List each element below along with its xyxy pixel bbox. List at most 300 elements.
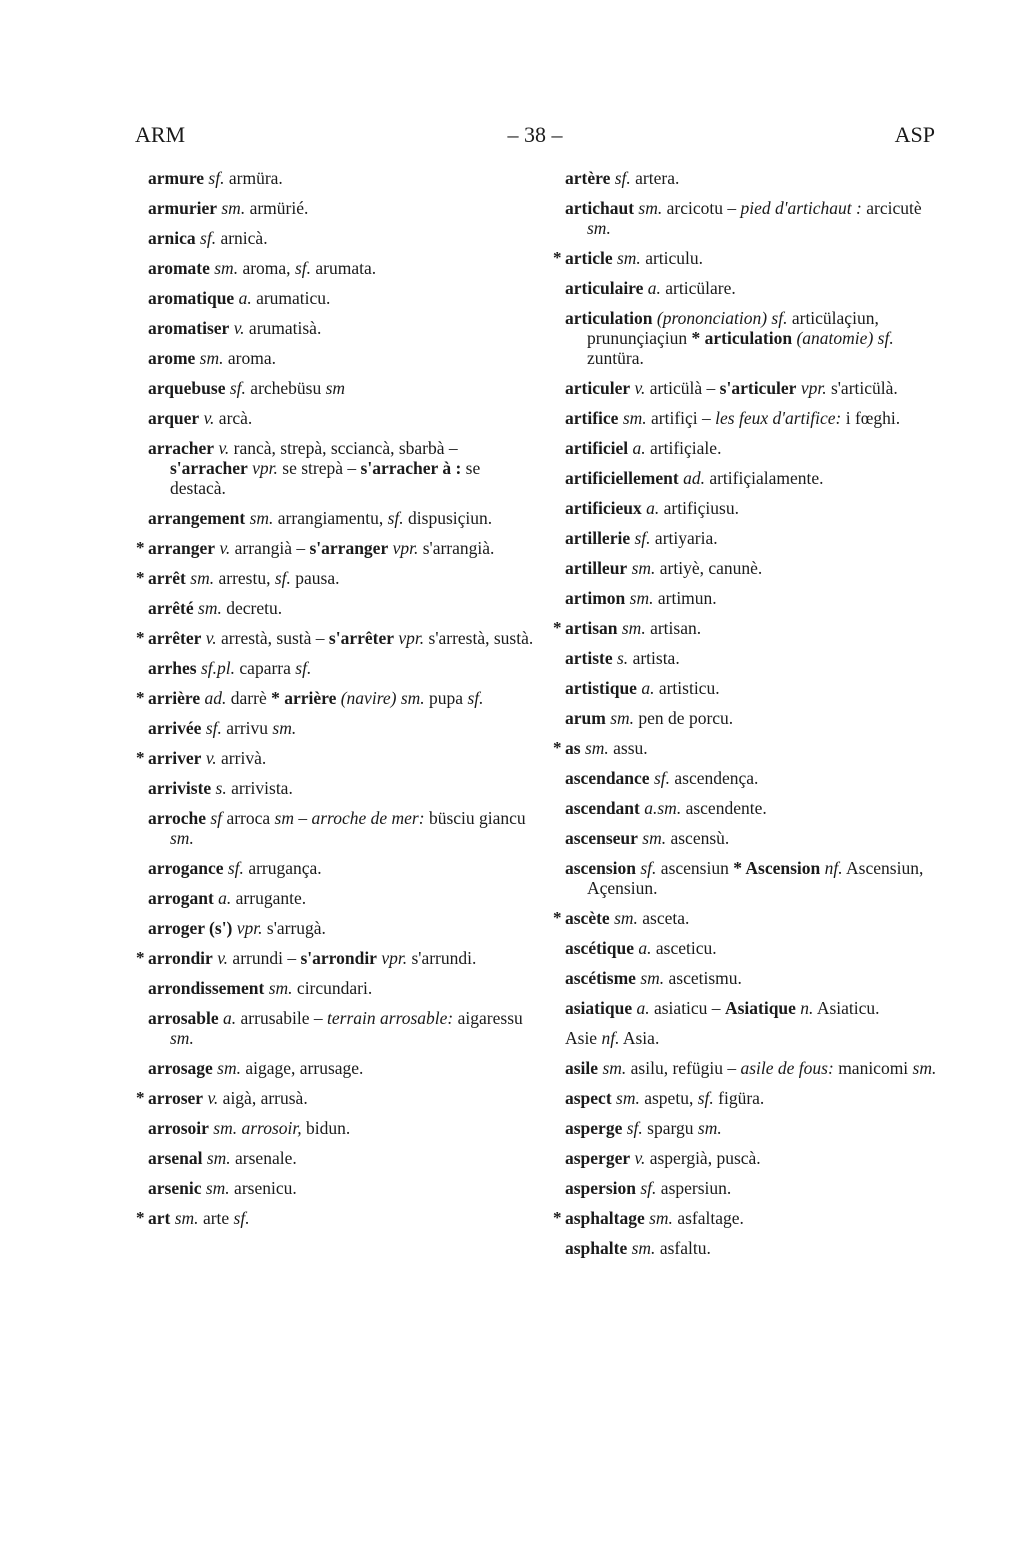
entry-text: ascendente.	[681, 798, 767, 818]
entry-text: asfaltu.	[655, 1238, 711, 1258]
dictionary-entry	[565, 1208, 945, 1228]
entry-text: arrundi –	[228, 948, 301, 968]
entry-text: Ascensiun, Açensiun.	[587, 858, 924, 898]
dictionary-entry	[565, 858, 945, 898]
entry-grammar: sf.	[622, 1118, 643, 1138]
entry-grammar: sf.	[223, 858, 244, 878]
entry-grammar: sf.	[204, 168, 225, 188]
entry-text: bidun.	[301, 1118, 351, 1138]
entry-headword: arrondir	[148, 948, 213, 968]
entry-grammar: sm.	[195, 348, 224, 368]
entry-headword: arrêté	[148, 598, 194, 618]
dictionary-entry	[565, 1148, 945, 1168]
entry-grammar: sf.	[387, 508, 404, 528]
dictionary-entry	[565, 908, 945, 928]
dictionary-entry	[565, 798, 945, 818]
entry-text: Asie	[565, 1028, 598, 1048]
entry-grammar: asile de fous:	[740, 1058, 834, 1078]
right-column	[565, 168, 945, 1268]
entry-grammar: vpr.	[394, 628, 425, 648]
entry-text: assu.	[608, 738, 648, 758]
entry-grammar: nf.	[597, 1028, 620, 1048]
dictionary-entry	[148, 318, 538, 338]
entry-text: arrangià –	[230, 538, 310, 558]
entry-headword: arrogance	[148, 858, 224, 878]
dictionary-entry	[565, 1028, 945, 1048]
dictionary-entry	[565, 938, 945, 958]
entry-text: aroma.	[223, 348, 276, 368]
entry-grammar: s.	[211, 778, 227, 798]
dictionary-entry	[565, 498, 945, 518]
entry-text: s'arrestà, sustà.	[424, 628, 534, 648]
dictionary-entry	[565, 828, 945, 848]
entry-grammar: nf.	[820, 858, 843, 878]
entry-grammar: ad.	[200, 688, 227, 708]
entry-headword: asphalte	[565, 1238, 628, 1258]
entry-headword: asile	[565, 1058, 599, 1078]
dictionary-entry	[565, 558, 945, 578]
entry-grammar: sm.	[170, 1208, 199, 1228]
dictionary-entry	[148, 1058, 538, 1078]
entry-grammar: sf.	[467, 688, 484, 708]
entry-grammar: pied d'artichaut :	[740, 198, 862, 218]
entry-grammar: sm.	[912, 1058, 937, 1078]
entry-grammar: sm	[325, 378, 346, 398]
entry-headword: arrêt	[148, 568, 186, 588]
entry-text: arcà.	[214, 408, 253, 428]
entry-text: aspersiun.	[656, 1178, 732, 1198]
entry-grammar: sf.	[274, 568, 291, 588]
entry-headword: articulation	[565, 308, 653, 328]
entry-grammar: sf.	[635, 1178, 657, 1198]
dictionary-entry	[148, 228, 538, 248]
entry-grammar: sf.pl.	[196, 658, 236, 678]
entry-headword: arquer	[148, 408, 200, 428]
dictionary-entry	[565, 1118, 945, 1138]
entry-grammar: sm.	[637, 828, 667, 848]
entry-grammar: sm.	[611, 1088, 640, 1108]
entry-headword: as	[565, 738, 581, 758]
dictionary-entry	[565, 248, 945, 268]
entry-headword: arrêter	[148, 628, 202, 648]
entry-headword: * articulation	[691, 328, 793, 348]
entry-grammar: sm.	[625, 588, 654, 608]
entry-text: aigà, arrusà.	[218, 1088, 308, 1108]
entry-text: ascendença.	[670, 768, 759, 788]
entry-text: s'arrundi.	[407, 948, 477, 968]
entry-text: arumaticu.	[251, 288, 331, 308]
entry-text: aigaressu	[453, 1008, 523, 1028]
entry-grammar: arroche de mer:	[311, 808, 425, 828]
entry-headword: * arrière	[271, 688, 337, 708]
entry-headword: s'arrondir	[300, 948, 377, 968]
entry-headword: arrangement	[148, 508, 246, 528]
entry-headword: arum	[565, 708, 606, 728]
entry-grammar: vpr.	[796, 378, 827, 398]
dictionary-entry	[565, 1238, 945, 1258]
dictionary-entry	[148, 408, 538, 428]
entry-text: s'articülà.	[826, 378, 898, 398]
dictionary-entry	[148, 858, 538, 878]
dictionary-entry	[565, 278, 945, 298]
entry-headword: arracher	[148, 438, 215, 458]
entry-text: spargu	[642, 1118, 698, 1138]
entry-grammar: sm.	[170, 828, 194, 848]
entry-headword: artillerie	[565, 528, 631, 548]
entry-grammar: v.	[203, 1088, 219, 1108]
dictionary-entry	[148, 1178, 538, 1198]
entry-text: arrestu,	[214, 568, 275, 588]
entry-headword: aspersion	[565, 1178, 636, 1198]
entry-grammar: v.	[215, 538, 231, 558]
entry-headword: * Ascension	[733, 858, 821, 878]
entry-grammar: a.	[213, 888, 232, 908]
entry-headword: arnica	[148, 228, 196, 248]
entry-grammar: a.	[636, 678, 655, 698]
dictionary-entry	[565, 708, 945, 728]
entry-grammar: sm.	[212, 1058, 241, 1078]
entry-grammar: sf.	[610, 168, 631, 188]
header-left-guideword: ARM	[135, 122, 186, 147]
entry-text: artera.	[630, 168, 680, 188]
entry-headword: arrondissement	[148, 978, 265, 998]
dictionary-entry	[565, 1088, 945, 1108]
entry-text: dispusiçiun.	[403, 508, 493, 528]
entry-grammar: sm.	[635, 968, 665, 988]
entry-text: arnicà.	[216, 228, 268, 248]
entry-grammar: v.	[630, 1148, 646, 1168]
entry-grammar: v.	[229, 318, 245, 338]
entry-text: s'arrangià.	[418, 538, 495, 558]
entry-headword: ascendant	[565, 798, 640, 818]
entry-headword: arquebuse	[148, 378, 226, 398]
entry-grammar: a.	[234, 288, 252, 308]
entry-grammar: (anatomie) sf.	[792, 328, 894, 348]
dictionary-entry	[148, 718, 538, 738]
entry-grammar: a.sm.	[639, 798, 682, 818]
entry-grammar: v.	[212, 948, 229, 968]
entry-grammar: s.	[612, 648, 629, 668]
dictionary-entry	[148, 658, 538, 678]
entry-text: asiaticu –	[649, 998, 725, 1018]
dictionary-entry	[565, 968, 945, 988]
entry-grammar: sm.	[634, 198, 663, 218]
entry-headword: ascétisme	[565, 968, 636, 988]
entry-grammar: sf.	[195, 228, 217, 248]
entry-headword: arriviste	[148, 778, 212, 798]
entry-text: aspetu,	[639, 1088, 698, 1108]
entry-text: arrivu	[221, 718, 273, 738]
entry-text: arsenicu.	[229, 1178, 297, 1198]
entry-headword: armure	[148, 168, 205, 188]
entry-text: aspergià, puscà.	[645, 1148, 761, 1168]
dictionary-entry	[148, 1208, 538, 1228]
entry-headword: arome	[148, 348, 196, 368]
entry-headword: arroger (s')	[148, 918, 233, 938]
entry-text: decretu.	[221, 598, 283, 618]
entry-text: articülare.	[660, 278, 736, 298]
entry-grammar: sm.	[612, 248, 641, 268]
header-right-guideword: ASP	[894, 122, 935, 147]
entry-text: arrestà, sustà –	[216, 628, 329, 648]
entry-grammar: n.	[795, 998, 814, 1018]
entry-grammar: (navire) sm.	[336, 688, 425, 708]
entry-headword: arrosoir	[148, 1118, 209, 1138]
entry-grammar: sm.	[644, 1208, 673, 1228]
entry-headword: artificieux	[565, 498, 642, 518]
entry-headword: artiste	[565, 648, 613, 668]
entry-grammar: sm.	[627, 558, 656, 578]
dictionary-entry	[148, 538, 538, 558]
entry-text: Asia.	[619, 1028, 660, 1048]
entry-text: arrivà.	[216, 748, 267, 768]
entry-text: büsciu giancu	[424, 808, 526, 828]
dictionary-entry	[148, 598, 538, 618]
entry-grammar: sm.	[605, 708, 635, 728]
entry-headword: ascétique	[565, 938, 635, 958]
entry-headword: armurier	[148, 198, 217, 218]
entry-text: arrivista.	[226, 778, 293, 798]
dictionary-entry	[565, 618, 945, 638]
entry-headword: artificiellement	[565, 468, 679, 488]
entry-grammar: sm.	[193, 598, 222, 618]
entry-grammar: v.	[201, 628, 217, 648]
entry-headword: art	[148, 1208, 171, 1228]
entry-headword: s'arranger	[309, 538, 389, 558]
entry-grammar: sm.	[617, 618, 646, 638]
entry-grammar: sf.	[295, 658, 312, 678]
entry-text: ascensiun	[656, 858, 734, 878]
entry-text: aroma,	[238, 258, 295, 278]
entry-text: arrugante.	[231, 888, 307, 908]
entry-text: artista.	[628, 648, 680, 668]
dictionary-entry	[148, 808, 538, 848]
entry-headword: arrhes	[148, 658, 197, 678]
entry-headword: ascenseur	[565, 828, 638, 848]
dictionary-entry	[565, 308, 945, 368]
entry-grammar: terrain arrosable:	[327, 1008, 454, 1028]
entry-grammar: sm.	[170, 1028, 194, 1048]
dictionary-entry	[148, 1088, 538, 1108]
entry-headword: artifice	[565, 408, 619, 428]
dictionary-entry	[565, 528, 945, 548]
entry-headword: arroche	[148, 808, 206, 828]
entry-headword: arranger	[148, 538, 216, 558]
entry-headword: asperger	[565, 1148, 631, 1168]
entry-headword: artimon	[565, 588, 626, 608]
dictionary-entry	[565, 738, 945, 758]
dictionary-entry	[148, 948, 538, 968]
entry-text: pupa	[424, 688, 468, 708]
dictionary-entry	[565, 1178, 945, 1198]
entry-grammar: vpr.	[232, 918, 263, 938]
entry-text: se destacà.	[170, 458, 481, 498]
entry-headword: s'arracher à :	[360, 458, 462, 478]
page-header	[135, 122, 935, 152]
entry-grammar: vpr.	[388, 538, 419, 558]
entry-text: rancà, strepà, scciancà, sbarbà –	[229, 438, 458, 458]
entry-grammar: sf.	[233, 1208, 250, 1228]
entry-text: artimun.	[653, 588, 717, 608]
entry-headword: artilleur	[565, 558, 628, 578]
entry-headword: asiatique	[565, 998, 633, 1018]
entry-grammar: sm.	[245, 508, 274, 528]
entry-grammar: v.	[630, 378, 646, 398]
entry-headword: arriver	[148, 748, 202, 768]
entry-text: darrè	[226, 688, 272, 708]
dictionary-entry	[148, 438, 538, 498]
entry-headword: s'arrêter	[328, 628, 394, 648]
dictionary-entry	[148, 778, 538, 798]
dictionary-entry	[148, 748, 538, 768]
entry-grammar: sm.	[185, 568, 215, 588]
dictionary-entry	[148, 978, 538, 998]
entry-text: arroca	[222, 808, 275, 828]
entry-grammar: (prononciation) sf.	[652, 308, 788, 328]
entry-grammar: a.	[632, 998, 650, 1018]
entry-headword: aromate	[148, 258, 210, 278]
entry-text: articulu.	[640, 248, 704, 268]
entry-text: se strepà –	[277, 458, 361, 478]
entry-grammar: a.	[628, 438, 646, 458]
entry-grammar: sm.	[587, 218, 611, 238]
entry-text: arcicutè	[861, 198, 922, 218]
entry-grammar: sm.	[618, 408, 647, 428]
entry-headword: aromatique	[148, 288, 235, 308]
entry-text: s'arrugà.	[262, 918, 326, 938]
entry-headword: ascète	[565, 908, 610, 928]
entry-text: articülaçiun, prununçiaçiun	[587, 308, 879, 348]
dictionary-entry	[565, 768, 945, 788]
dictionary-entry	[148, 888, 538, 908]
entry-headword: artichaut	[565, 198, 635, 218]
entry-grammar: sm.	[627, 1238, 656, 1258]
entry-headword: article	[565, 248, 613, 268]
entry-headword: Asiatique	[724, 998, 796, 1018]
entry-text: asceta.	[637, 908, 690, 928]
dictionary-entry	[148, 918, 538, 938]
entry-text: artifiçiale.	[645, 438, 722, 458]
entry-grammar: sf.	[635, 858, 657, 878]
entry-text: circundari.	[292, 978, 373, 998]
entry-text: artifiçiusu.	[659, 498, 739, 518]
entry-grammar: sm.	[598, 1058, 627, 1078]
entry-grammar: v.	[214, 438, 230, 458]
dictionary-entry	[565, 588, 945, 608]
entry-headword: arrogant	[148, 888, 214, 908]
entry-text: pen de porcu.	[634, 708, 734, 728]
entry-text: artifiçialamente.	[704, 468, 824, 488]
entry-headword: arroser	[148, 1088, 204, 1108]
entry-text: arrugança.	[243, 858, 322, 878]
entry-grammar: sf	[206, 808, 223, 828]
dictionary-entry	[148, 568, 538, 588]
entry-grammar: sf.	[294, 258, 311, 278]
entry-grammar: sm. arrosoir,	[208, 1118, 302, 1138]
entry-grammar: sm.	[209, 258, 239, 278]
dictionary-entry	[148, 378, 538, 398]
entry-text: artifiçi –	[646, 408, 716, 428]
entry-grammar: a.	[218, 1008, 237, 1028]
entry-grammar: v.	[201, 748, 217, 768]
dictionary-entry	[148, 258, 538, 278]
dictionary-entry	[565, 1058, 945, 1078]
entry-grammar: vpr.	[247, 458, 278, 478]
entry-grammar: sm.	[697, 1118, 722, 1138]
entry-grammar: sm	[274, 808, 294, 828]
dictionary-entry	[148, 1148, 538, 1168]
entry-grammar: sf.	[649, 768, 671, 788]
entry-text: artiyè, canunè.	[655, 558, 763, 578]
entry-text: arcicotu –	[662, 198, 741, 218]
dictionary-entry	[565, 468, 945, 488]
entry-text: armüra.	[224, 168, 283, 188]
entry-grammar: ad.	[678, 468, 705, 488]
entry-grammar: sm.	[217, 198, 246, 218]
entry-headword: articuler	[565, 378, 631, 398]
entry-text: asceticu.	[651, 938, 717, 958]
dictionary-entry	[148, 168, 538, 188]
entry-text: artisticu.	[654, 678, 720, 698]
entry-text: aigage, arrusage.	[241, 1058, 364, 1078]
entry-grammar: sm.	[609, 908, 638, 928]
entry-grammar: sf.	[225, 378, 246, 398]
dictionary-entry	[565, 648, 945, 668]
entry-grammar: sm.	[201, 1178, 230, 1198]
dictionary-entry	[565, 998, 945, 1018]
entry-headword: s'arracher	[170, 458, 248, 478]
dictionary-entry	[148, 508, 538, 528]
entry-headword: ascendance	[565, 768, 650, 788]
entry-grammar: sm.	[202, 1148, 231, 1168]
entry-grammar: a.	[641, 498, 660, 518]
dictionary-entry	[565, 678, 945, 698]
entry-text: ascensù.	[666, 828, 730, 848]
entry-headword: arrière	[148, 688, 201, 708]
dictionary-entry	[565, 438, 945, 458]
entry-text: zuntüra.	[587, 348, 644, 368]
entry-headword: artisan	[565, 618, 618, 638]
entry-text: asilu, refügiu –	[626, 1058, 741, 1078]
dictionary-entry	[565, 198, 945, 238]
entry-text: arte	[198, 1208, 234, 1228]
dictionary-entry	[148, 628, 538, 648]
dictionary-entry	[565, 378, 945, 398]
dictionary-entry	[565, 168, 945, 188]
entry-grammar: sm.	[264, 978, 293, 998]
entry-grammar: vpr.	[376, 948, 408, 968]
entry-headword: asperge	[565, 1118, 623, 1138]
entry-grammar: sm.	[580, 738, 609, 758]
dictionary-entry	[148, 288, 538, 308]
page-number: – 38 –	[507, 122, 563, 147]
entry-text: pausa.	[290, 568, 340, 588]
entry-text: Asiaticu.	[813, 998, 880, 1018]
entry-grammar: sf.	[201, 718, 222, 738]
entry-headword: arrivée	[148, 718, 202, 738]
entry-text: articülà –	[645, 378, 720, 398]
entry-grammar: a.	[643, 278, 661, 298]
entry-headword: arrosable	[148, 1008, 219, 1028]
entry-headword: ascension	[565, 858, 636, 878]
entry-grammar: sf.	[630, 528, 651, 548]
entry-text: –	[293, 808, 312, 828]
entry-headword: arsenal	[148, 1148, 203, 1168]
entry-grammar: sm.	[272, 718, 297, 738]
entry-text: arumata.	[311, 258, 377, 278]
entry-headword: articulaire	[565, 278, 644, 298]
entry-text: asfaltage.	[672, 1208, 744, 1228]
